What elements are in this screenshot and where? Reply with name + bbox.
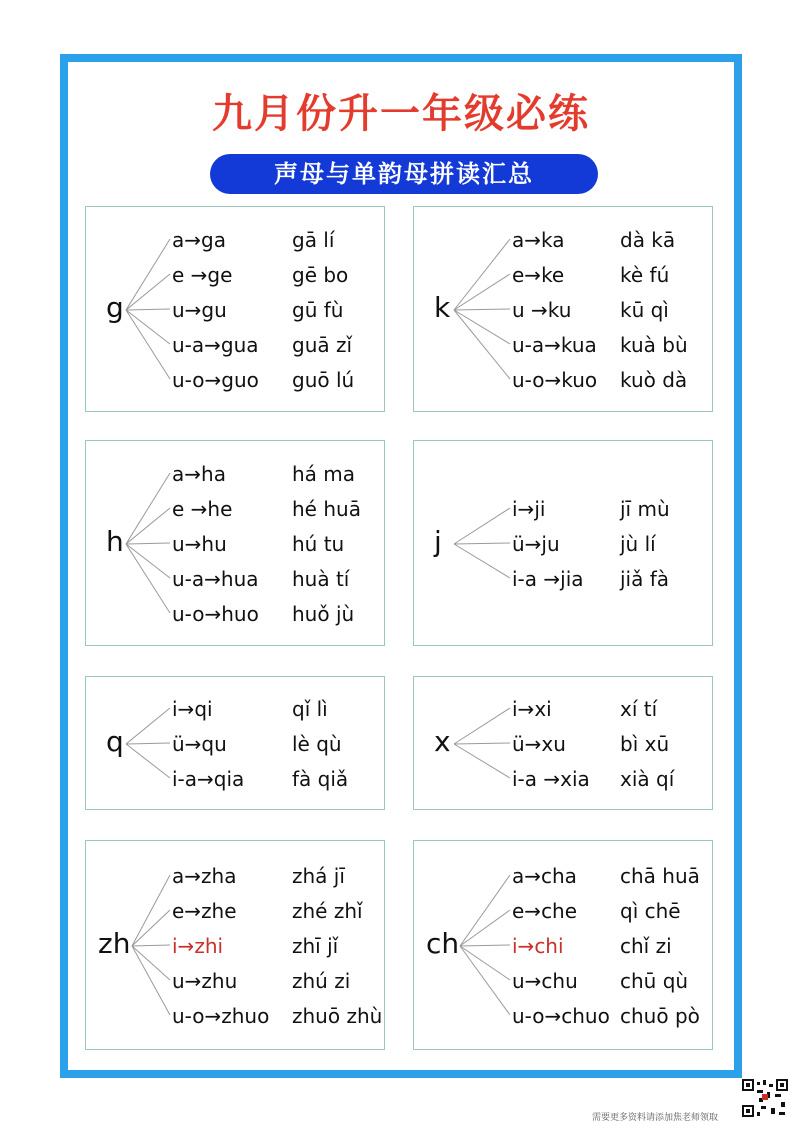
example-word: fà qiǎ: [292, 766, 349, 791]
connector-line: [126, 544, 170, 578]
example-word: guā zǐ: [292, 332, 353, 357]
syllable: e →ge: [172, 262, 233, 287]
syllable: u-o→zhuo: [172, 1003, 270, 1028]
example-word: jī mù: [620, 496, 670, 521]
syllable: u-a→hua: [172, 566, 259, 591]
initial-letter: g: [106, 291, 124, 324]
connector-line: [454, 508, 510, 544]
example-word: chǐ zi: [620, 933, 672, 958]
example-word: kuò dà: [620, 367, 688, 392]
card-g: [85, 206, 385, 412]
example-word: hé huā: [292, 496, 361, 521]
connector-line: [126, 743, 170, 744]
syllable: u-a→gua: [172, 332, 259, 357]
example-word: chuō pò: [620, 1003, 700, 1028]
syllable: ü→ju: [512, 531, 560, 556]
connector-line: [126, 310, 170, 344]
initial-letter: k: [434, 291, 451, 324]
connector-line: [126, 708, 170, 744]
syllable: i-a →xia: [512, 766, 590, 791]
connector-line: [132, 875, 170, 946]
example-word: chā huā: [620, 863, 700, 888]
example-word: qǐ lì: [292, 696, 328, 721]
syllable: u-o→guo: [172, 367, 259, 392]
connector-line: [460, 910, 510, 946]
example-word: jù lí: [620, 531, 656, 556]
example-word: zhú zi: [292, 968, 351, 993]
syllable: u→hu: [172, 531, 227, 556]
syllable: i→qi: [172, 696, 213, 721]
card-ch: [413, 840, 713, 1050]
initial-letter: h: [106, 525, 124, 558]
connector-line: [454, 543, 510, 544]
syllable: ü→xu: [512, 731, 566, 756]
example-word: dà kā: [620, 227, 676, 252]
syllable: i→ji: [512, 496, 546, 521]
connector-line: [454, 743, 510, 744]
connector-line: [454, 274, 510, 310]
syllable: u-o→kuo: [512, 367, 598, 392]
connector-line: [460, 875, 510, 946]
example-word: gū fù: [292, 297, 344, 322]
syllable: e→ke: [512, 262, 565, 287]
example-word: kuà bù: [620, 332, 688, 357]
initial-letter: j: [434, 525, 442, 558]
syllable: i-a→qia: [172, 766, 245, 791]
syllable: a→ha: [172, 461, 226, 486]
example-word: há ma: [292, 461, 356, 486]
syllable: i→chi: [512, 933, 564, 958]
initial-letter: ch: [426, 927, 460, 960]
card-x: [413, 676, 713, 810]
connector-line: [460, 946, 510, 1015]
syllable: a→zha: [172, 863, 237, 888]
initial-letter: zh: [98, 927, 131, 960]
syllable: u-o→chuo: [512, 1003, 610, 1028]
page-title: 九月份升一年级必练: [212, 91, 590, 137]
example-word: hú tu: [292, 531, 345, 556]
example-word: bì xū: [620, 731, 670, 756]
syllable: a→cha: [512, 863, 577, 888]
card-k: [413, 206, 713, 412]
connector-line: [126, 744, 170, 778]
example-word: huà tí: [292, 566, 350, 591]
connector-line: [126, 274, 170, 310]
connector-line: [454, 708, 510, 744]
card-j: [413, 440, 713, 646]
syllable: u-a→kua: [512, 332, 597, 357]
connector-line: [126, 309, 170, 310]
connector-line: [132, 946, 170, 1015]
syllable: u→gu: [172, 297, 227, 322]
connector-line: [126, 473, 170, 544]
connector-line: [126, 239, 170, 310]
connector-line: [460, 945, 510, 946]
connector-line: [454, 310, 510, 379]
poster-frame: [60, 54, 742, 1078]
connector-line: [460, 946, 510, 980]
example-word: gā lí: [292, 227, 335, 252]
syllable: u →ku: [512, 297, 572, 322]
example-word: jiǎ fà: [620, 566, 670, 591]
example-word: guō lú: [292, 367, 355, 392]
connector-line: [454, 239, 510, 310]
connector-lines: [414, 441, 714, 647]
connector-line: [454, 744, 510, 778]
example-word: chū qù: [620, 968, 689, 993]
example-word: huǒ jù: [292, 601, 355, 626]
example-word: kè fú: [620, 262, 670, 287]
example-word: qì chē: [620, 898, 681, 923]
example-word: kū qì: [620, 297, 669, 322]
connector-line: [454, 309, 510, 310]
connector-line: [132, 945, 170, 946]
connector-line: [132, 910, 170, 946]
syllable: i→xi: [512, 696, 552, 721]
connector-line: [132, 946, 170, 980]
connector-line: [454, 310, 510, 344]
syllable: a→ga: [172, 227, 226, 252]
syllable: u→zhu: [172, 968, 238, 993]
example-word: zhī jǐ: [292, 933, 339, 958]
example-word: xí tí: [620, 696, 658, 721]
example-word: zhuō zhù: [292, 1003, 383, 1028]
card-h: [85, 440, 385, 646]
card-zh: [85, 840, 385, 1050]
connector-line: [126, 543, 170, 544]
syllable: e →he: [172, 496, 233, 521]
example-word: zhé zhǐ: [292, 898, 363, 923]
connector-line: [126, 310, 170, 379]
syllable: u-o→huo: [172, 601, 259, 626]
connector-line: [126, 544, 170, 613]
connector-line: [126, 508, 170, 544]
syllable: a→ka: [512, 227, 565, 252]
example-word: xià qí: [620, 766, 675, 791]
example-word: lè qù: [292, 731, 342, 756]
footer-note: 需要更多资料请添加焦老师领取: [592, 1113, 719, 1123]
example-word: gē bo: [292, 262, 349, 287]
syllable: u→chu: [512, 968, 578, 993]
syllable: i-a →jia: [512, 566, 584, 591]
initial-letter: x: [434, 725, 451, 758]
syllable: i→zhi: [172, 933, 224, 958]
example-word: zhá jī: [292, 863, 345, 888]
syllable: e→che: [512, 898, 578, 923]
connector-line: [454, 544, 510, 578]
syllable: ü→qu: [172, 731, 227, 756]
qr-code-image: [741, 1078, 789, 1118]
subtitle-banner: 声母与单韵母拼读汇总: [210, 154, 598, 194]
card-q: [85, 676, 385, 810]
syllable: e→zhe: [172, 898, 237, 923]
initial-letter: q: [106, 725, 124, 758]
